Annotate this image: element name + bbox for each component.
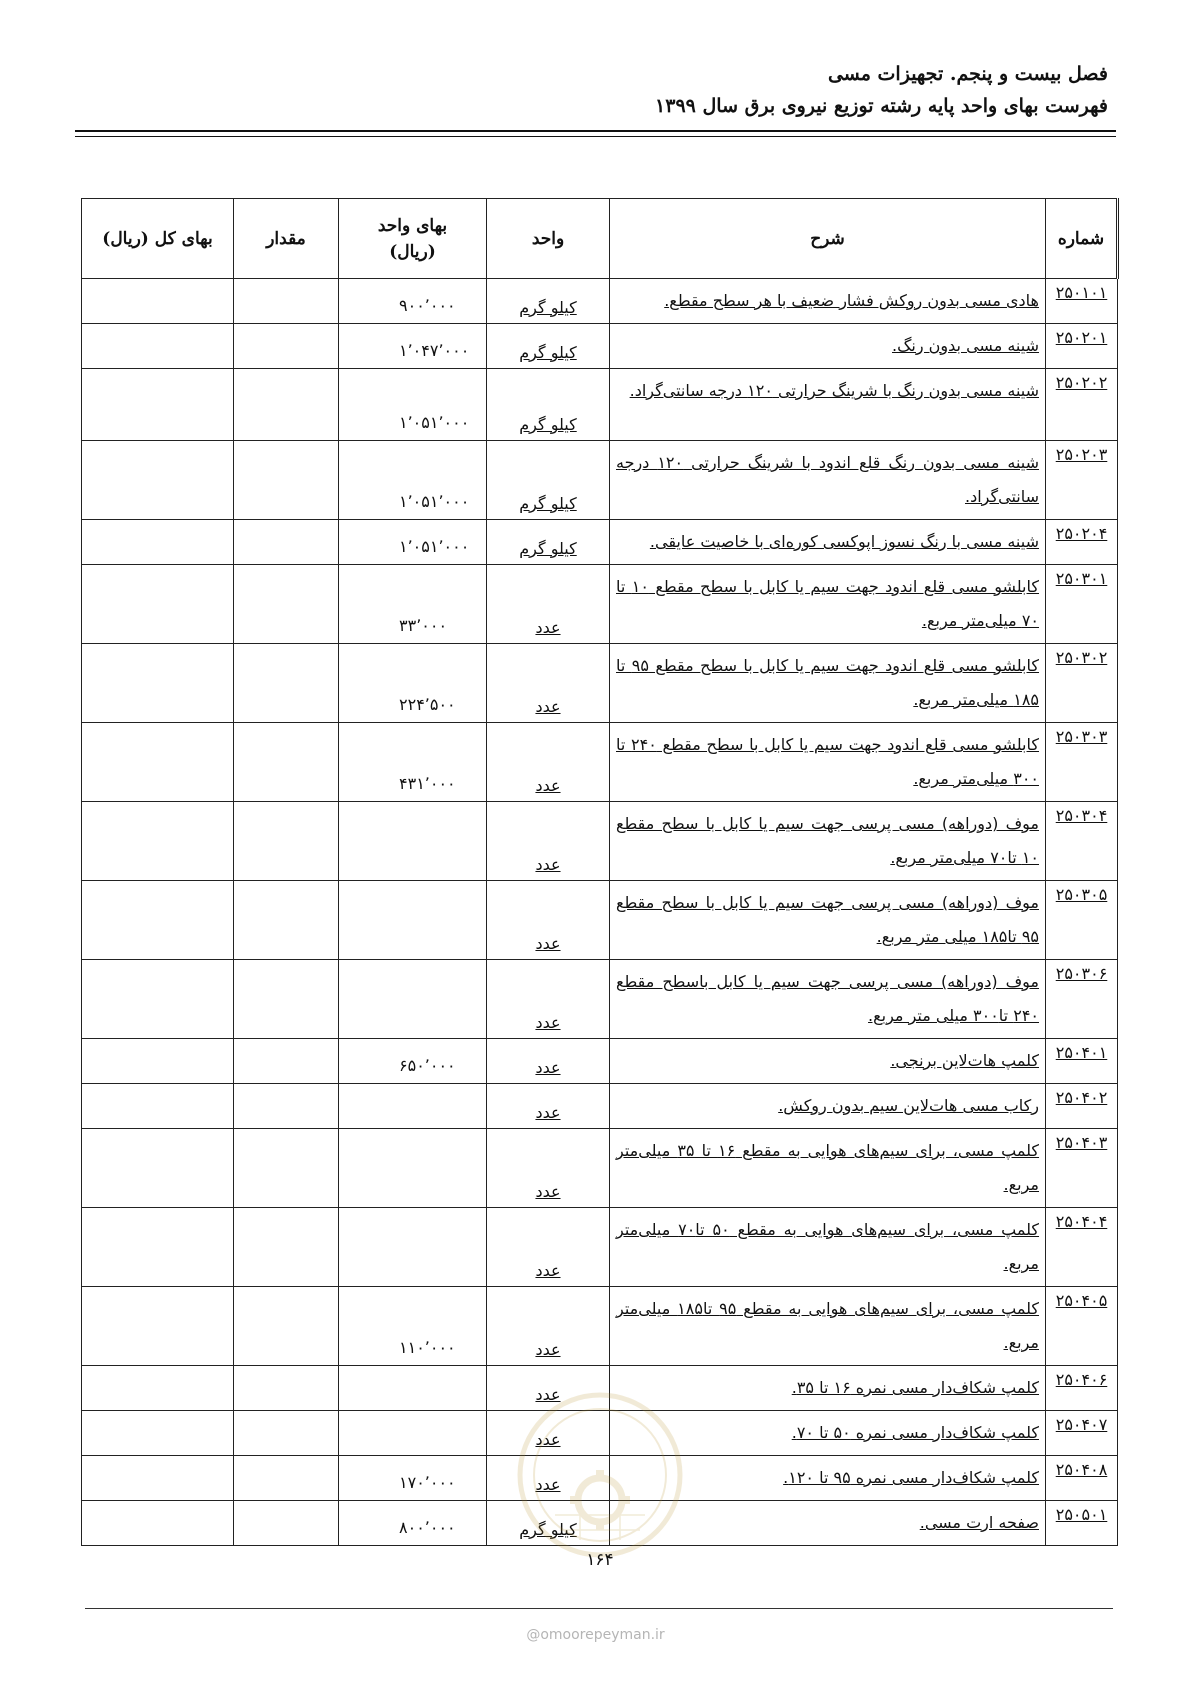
unit-price-currency: (ریال): [389, 241, 436, 262]
row-code-text: ۲۵۰۳۰۲: [1055, 648, 1108, 667]
row-quantity: [234, 324, 339, 369]
table-row: [82, 1411, 1118, 1456]
row-quantity: [234, 1411, 339, 1456]
row-unit: [487, 723, 610, 802]
table-row: [82, 1084, 1118, 1129]
row-description-text: کلمپ شکاف‌دار مسی نمره ۵۰ تا ۷۰.: [791, 1423, 1039, 1442]
row-total: [82, 723, 234, 802]
row-code: [1046, 1129, 1118, 1208]
row-unit-price: ۴۳۱٬۰۰۰: [339, 723, 487, 802]
row-code: [1046, 324, 1118, 369]
row-quantity: [234, 441, 339, 520]
row-description: [610, 960, 1046, 1039]
row-code-text: ۲۵۰۳۰۳: [1055, 727, 1108, 746]
row-description-text: شینه مسی بدون رنگ قلع اندود با شرینگ حرارتی ۱۲۰ درجه سانتی‌گراد.: [616, 453, 1040, 506]
row-description: [610, 1084, 1046, 1129]
table-row: [82, 324, 1118, 369]
row-description: [610, 644, 1046, 723]
row-description: [610, 723, 1046, 802]
row-code-text: ۲۵۰۲۰۴: [1055, 524, 1108, 543]
row-unit-price: ۱٬۰۵۱٬۰۰۰: [339, 520, 487, 565]
row-total: [82, 369, 234, 441]
chapter-title: فصل بیست و پنجم. تجهیزات مسی: [827, 63, 1108, 85]
row-quantity: [234, 1208, 339, 1287]
table-row: [82, 441, 1118, 520]
row-description: [610, 279, 1046, 324]
row-unit-text: عدد: [535, 1013, 561, 1032]
row-description-text: موف (دوراهه) مسی پرسی جهت سیم یا کابل با سطح مقطع ۱۰ تا۷۰ میلی‌متر مربع.: [616, 814, 1039, 867]
row-unit-text: عدد: [535, 618, 561, 637]
row-code: [1046, 520, 1118, 565]
row-unit: [487, 881, 610, 960]
row-quantity: [234, 1287, 339, 1366]
row-quantity: [234, 1129, 339, 1208]
row-code-text: ۲۵۰۴۰۵: [1055, 1291, 1108, 1310]
row-total: [82, 960, 234, 1039]
table-row: [82, 565, 1118, 644]
col-header-quantity: مقدار: [234, 199, 339, 279]
row-unit-text: عدد: [535, 1058, 561, 1077]
col-header-unit-price: [339, 199, 487, 279]
row-unit-text: عدد: [535, 855, 561, 874]
row-quantity: [234, 1366, 339, 1411]
row-total: [82, 1129, 234, 1208]
row-unit-text: عدد: [535, 1182, 561, 1201]
row-code: [1046, 1287, 1118, 1366]
row-code-text: ۲۵۰۲۰۳: [1055, 445, 1108, 464]
row-unit: [487, 1411, 610, 1456]
row-unit-price: ۹۰۰٬۰۰۰: [339, 279, 487, 324]
row-description: [610, 441, 1046, 520]
row-total: [82, 1456, 234, 1501]
table-row: [82, 279, 1118, 324]
row-code-text: ۲۵۰۳۰۴: [1055, 806, 1108, 825]
row-unit: [487, 1456, 610, 1501]
row-unit: [487, 802, 610, 881]
row-total: [82, 324, 234, 369]
row-unit: [487, 520, 610, 565]
row-description-text: کابلشو مسی قلع اندود جهت سیم یا کابل با سطح مقطع ۱۰ تا ۷۰ میلی‌متر مربع.: [616, 577, 1039, 630]
table-row: [82, 1287, 1118, 1366]
page-header: [75, 58, 1108, 122]
row-description-text: کلمپ مسی، برای سیم‌های هوایی به مقطع ۱۶ تا ۳۵ میلی‌متر مربع.: [616, 1141, 1040, 1194]
row-code-text: ۲۵۰۵۰۱: [1055, 1505, 1108, 1524]
row-unit: [487, 324, 610, 369]
row-total: [82, 802, 234, 881]
row-description: [610, 1456, 1046, 1501]
row-description-text: کلمپ شکاف‌دار مسی نمره ۱۶ تا ۳۵.: [791, 1378, 1039, 1397]
row-quantity: [234, 644, 339, 723]
row-description-text: شینه مسی بدون رنگ.: [892, 336, 1039, 355]
row-code: [1046, 1208, 1118, 1287]
row-description-text: شینه مسی با رنگ نسوز اپوکسی کوره‌ای با خاصیت عایقی.: [649, 532, 1039, 551]
row-code-text: ۲۵۰۲۰۲: [1055, 373, 1108, 392]
row-code-text: ۲۵۰۱۰۱: [1055, 283, 1108, 302]
row-quantity: [234, 1456, 339, 1501]
row-unit-price: [339, 960, 487, 1039]
row-description-text: هادی مسی بدون روکش فشار ضعیف با هر سطح مقطع.: [664, 291, 1039, 310]
row-code: [1046, 1084, 1118, 1129]
col-header-total: بهای کل (ریال): [82, 199, 234, 279]
row-unit-price: [339, 1084, 487, 1129]
table-row: [82, 960, 1118, 1039]
row-unit-text: کیلو گرم: [519, 1520, 577, 1539]
row-unit: [487, 1366, 610, 1411]
row-quantity: [234, 881, 339, 960]
table-row: [82, 369, 1118, 441]
row-total: [82, 1084, 234, 1129]
row-unit-price: ۱٬۰۴۷٬۰۰۰: [339, 324, 487, 369]
row-total: [82, 520, 234, 565]
row-unit: [487, 279, 610, 324]
row-quantity: [234, 369, 339, 441]
table-header-row: [82, 199, 1118, 279]
row-code: [1046, 565, 1118, 644]
footer-rule: [85, 1608, 1113, 1609]
row-total: [82, 644, 234, 723]
row-code-text: ۲۵۰۳۰۶: [1055, 964, 1108, 983]
row-description: [610, 324, 1046, 369]
row-description: [610, 1411, 1046, 1456]
header-rule-thin: [75, 136, 1116, 137]
table-row: [82, 1456, 1118, 1501]
row-total: [82, 1366, 234, 1411]
row-description: [610, 1129, 1046, 1208]
row-description: [610, 1366, 1046, 1411]
row-unit-text: کیلو گرم: [519, 415, 577, 434]
row-description-text: کلمپ مسی، برای سیم‌های هوایی به مقطع ۹۵ تا۱۸۵ میلی‌متر مربع.: [616, 1299, 1040, 1352]
row-unit: [487, 1287, 610, 1366]
table-row: [82, 1129, 1118, 1208]
table-row: [82, 723, 1118, 802]
row-total: [82, 565, 234, 644]
row-total: [82, 1411, 234, 1456]
row-total: [82, 1208, 234, 1287]
row-unit: [487, 644, 610, 723]
row-unit: [487, 565, 610, 644]
row-unit-text: عدد: [535, 697, 561, 716]
row-description-text: موف (دوراهه) مسی پرسی جهت سیم یا کابل با سطح مقطع ۹۵ تا۱۸۵ میلی متر مربع.: [616, 893, 1039, 946]
row-code: [1046, 960, 1118, 1039]
row-description-text: کابلشو مسی قلع اندود جهت سیم یا کابل با سطح مقطع ۹۵ تا ۱۸۵ میلی‌متر مربع.: [616, 656, 1039, 709]
row-quantity: [234, 279, 339, 324]
row-total: [82, 441, 234, 520]
row-unit-price: [339, 1208, 487, 1287]
table-row: [82, 881, 1118, 960]
row-unit-price: [339, 1411, 487, 1456]
row-code-text: ۲۵۰۲۰۱: [1055, 328, 1108, 347]
row-code-text: ۲۵۰۴۰۸: [1055, 1460, 1108, 1479]
table-row: [82, 1501, 1118, 1546]
row-code: [1046, 723, 1118, 802]
row-description: [610, 369, 1046, 441]
row-total: [82, 1501, 234, 1546]
row-quantity: [234, 565, 339, 644]
row-unit-text: عدد: [535, 776, 561, 795]
row-unit-text: عدد: [535, 1340, 561, 1359]
col-header-description: شرح: [610, 199, 1046, 279]
row-total: [82, 1287, 234, 1366]
row-unit: [487, 1084, 610, 1129]
table-row: [82, 520, 1118, 565]
row-unit: [487, 960, 610, 1039]
row-unit-price: ۱٬۰۵۱٬۰۰۰: [339, 441, 487, 520]
row-code-text: ۲۵۰۴۰۲: [1055, 1088, 1108, 1107]
row-unit-text: عدد: [535, 1385, 561, 1404]
row-unit-price: ۸۰۰٬۰۰۰: [339, 1501, 487, 1546]
row-unit-price: [339, 881, 487, 960]
row-description-text: کلمپ هات‌لاین برنجی.: [890, 1051, 1039, 1070]
row-unit-text: عدد: [535, 1261, 561, 1280]
row-unit: [487, 1501, 610, 1546]
table-row: [82, 644, 1118, 723]
row-unit-text: عدد: [535, 1430, 561, 1449]
row-code-text: ۲۵۰۴۰۱: [1055, 1043, 1108, 1062]
row-code-text: ۲۵۰۴۰۴: [1055, 1212, 1108, 1231]
page-number: ۱۶۴: [586, 1550, 614, 1570]
row-description-text: شینه مسی بدون رنگ با شرینگ حرارتی ۱۲۰ درجه سانتی‌گراد.: [629, 381, 1039, 400]
row-code: [1046, 802, 1118, 881]
row-quantity: [234, 520, 339, 565]
row-unit-price: ۶۵۰٬۰۰۰: [339, 1039, 487, 1084]
row-unit-text: کیلو گرم: [519, 539, 577, 558]
row-code-text: ۲۵۰۴۰۶: [1055, 1370, 1108, 1389]
row-unit-price: [339, 1366, 487, 1411]
row-code: [1046, 369, 1118, 441]
row-description-text: موف (دوراهه) مسی پرسی جهت سیم یا کابل باسطح مقطع ۲۴۰ تا۳۰۰ میلی متر مربع.: [616, 972, 1039, 1025]
row-quantity: [234, 960, 339, 1039]
row-code: [1046, 881, 1118, 960]
row-unit: [487, 1039, 610, 1084]
row-description: [610, 565, 1046, 644]
row-code-text: ۲۵۰۴۰۳: [1055, 1133, 1108, 1152]
row-total: [82, 1039, 234, 1084]
row-description: [610, 1287, 1046, 1366]
row-code: [1046, 1411, 1118, 1456]
row-description-text: کلمپ مسی، برای سیم‌های هوایی به مقطع ۵۰ تا۷۰ میلی‌متر مربع.: [616, 1220, 1040, 1273]
row-unit: [487, 1129, 610, 1208]
row-quantity: [234, 1084, 339, 1129]
row-unit-text: کیلو گرم: [519, 343, 577, 362]
row-code: [1046, 279, 1118, 324]
row-total: [82, 881, 234, 960]
row-description-text: کلمپ شکاف‌دار مسی نمره ۹۵ تا ۱۲۰.: [783, 1468, 1039, 1487]
row-quantity: [234, 1501, 339, 1546]
row-description: [610, 1501, 1046, 1546]
unit-price-label: بهای واحد: [377, 215, 448, 236]
row-quantity: [234, 802, 339, 881]
header-rule-thick: [75, 130, 1116, 132]
row-unit-price: [339, 802, 487, 881]
row-code: [1046, 644, 1118, 723]
row-total: [82, 279, 234, 324]
row-code: [1046, 441, 1118, 520]
row-description-text: کابلشو مسی قلع اندود جهت سیم یا کابل با سطح مقطع ۲۴۰ تا ۳۰۰ میلی‌متر مربع.: [616, 735, 1039, 788]
row-unit: [487, 1208, 610, 1287]
row-code-text: ۲۵۰۳۰۵: [1055, 885, 1108, 904]
row-unit-price: ۳۳٬۰۰۰: [339, 565, 487, 644]
table-row: [82, 802, 1118, 881]
row-code-text: ۲۵۰۴۰۷: [1055, 1415, 1108, 1434]
row-unit: [487, 369, 610, 441]
row-unit: [487, 441, 610, 520]
col-header-unit: واحد: [487, 199, 610, 279]
table-row: [82, 1366, 1118, 1411]
row-code: [1046, 1039, 1118, 1084]
row-description: [610, 802, 1046, 881]
row-description-text: رکاب مسی هات‌لاین سیم بدون روکش.: [778, 1096, 1039, 1115]
row-code: [1046, 1366, 1118, 1411]
row-unit-text: عدد: [535, 1103, 561, 1122]
row-description: [610, 1039, 1046, 1084]
table-row: [82, 1208, 1118, 1287]
row-description: [610, 520, 1046, 565]
row-code: [1046, 1501, 1118, 1546]
table-row: [82, 1039, 1118, 1084]
footer-website: @omoorepeyman.ir: [526, 1627, 665, 1643]
row-unit-price: ۱٬۰۵۱٬۰۰۰: [339, 369, 487, 441]
row-description: [610, 881, 1046, 960]
row-unit-text: کیلو گرم: [519, 494, 577, 513]
row-description-text: صفحه ارت مسی.: [919, 1513, 1039, 1532]
row-unit-price: [339, 1129, 487, 1208]
row-description: [610, 1208, 1046, 1287]
row-unit-text: عدد: [535, 934, 561, 953]
row-unit-price: ۲۲۴٬۵۰۰: [339, 644, 487, 723]
row-code: [1046, 1456, 1118, 1501]
row-unit-price: ۱۱۰٬۰۰۰: [339, 1287, 487, 1366]
row-quantity: [234, 1039, 339, 1084]
row-code-text: ۲۵۰۳۰۱: [1055, 569, 1108, 588]
row-unit-text: کیلو گرم: [519, 298, 577, 317]
row-unit-text: عدد: [535, 1475, 561, 1494]
row-unit-price: ۱۷۰٬۰۰۰: [339, 1456, 487, 1501]
price-table: [81, 198, 1119, 1546]
document-title: فهرست بهای واحد پایه رشته توزیع نیروی برق سال ۱۳۹۹: [655, 95, 1108, 117]
row-quantity: [234, 723, 339, 802]
col-header-code: شماره: [1046, 199, 1118, 279]
